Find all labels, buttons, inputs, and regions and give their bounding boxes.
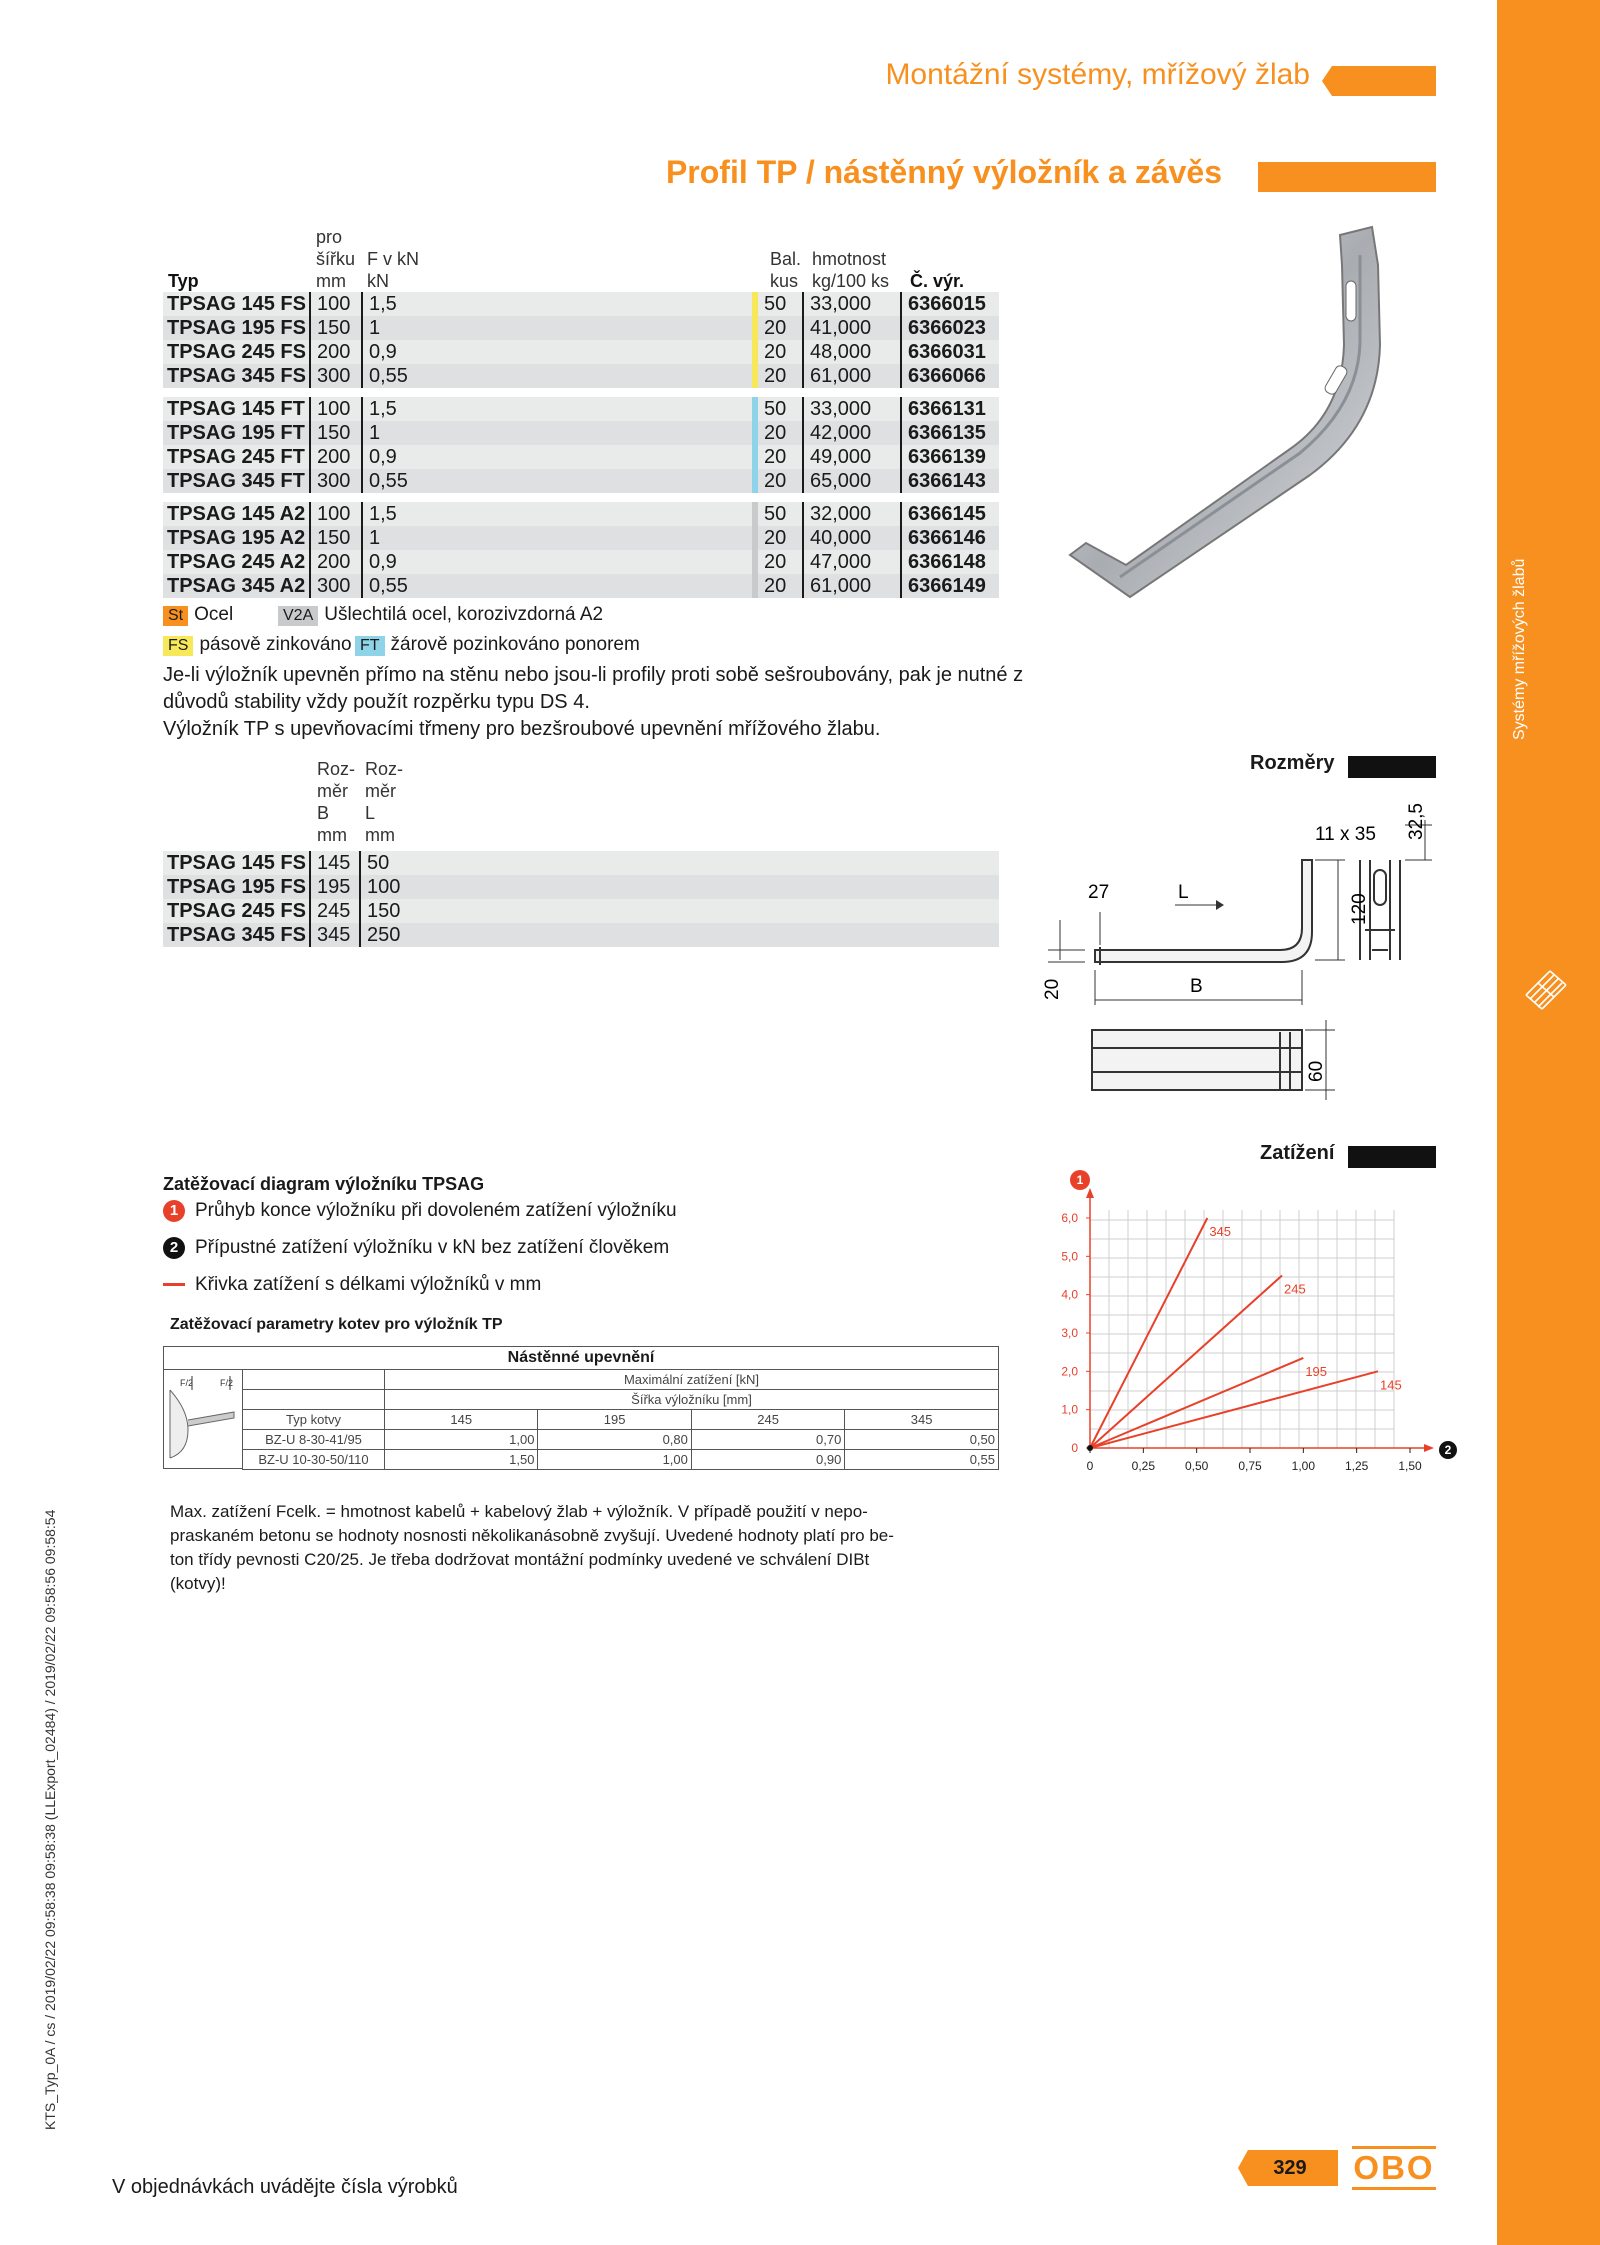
width-header: Šířka výložníku [mm] [385, 1390, 999, 1410]
footer-note: V objednávkách uvádějte čísla výrobků [112, 2176, 458, 2198]
y-tick-label: 0 [1071, 1441, 1078, 1455]
anchor-type-header: Typ kotvy [243, 1410, 385, 1430]
legend-item-3: Křivka zatížení s délkami výložníků v mm [163, 1274, 541, 1296]
cell-weight: 61,000 [803, 574, 901, 598]
cell-weight: 61,000 [803, 364, 901, 388]
anchor-width-col: 245 [691, 1410, 844, 1430]
legend-st: St Ocel [163, 604, 233, 626]
anchor-table-head: Nástěnné upevnění [163, 1346, 999, 1369]
cell-weight: 49,000 [803, 445, 901, 469]
anchor-row [243, 1430, 999, 1450]
cell-artno: 6366143 [901, 469, 999, 493]
category-title: Montážní systémy, mřížový žlab [885, 58, 1310, 91]
plot-area [1090, 1210, 1418, 1448]
legend-item-2: 2 Přípustné zatížení výložníku v kN bez zatížení člověkem [163, 1237, 669, 1259]
cell-weight: 48,000 [803, 340, 901, 364]
cell-force: 0,55 [362, 574, 755, 598]
legend-ft: FT žárově pozinkováno ponorem [355, 634, 640, 656]
st-badge: St [163, 606, 188, 626]
legend-v2a: V2A Ušlechtilá ocel, korozivzdorná A2 [278, 604, 603, 626]
col-header-weight: hmotnost kg/100 ks [812, 249, 890, 291]
product-row [163, 292, 999, 316]
x-tick-label: 0,25 [1131, 1459, 1156, 1473]
cell-artno: 6366023 [901, 316, 999, 340]
cell-type: TPSAG 245 FT [163, 445, 310, 469]
cell-weight: 40,000 [803, 526, 901, 550]
col-header-typ: Typ [168, 271, 199, 291]
dim-l: L [1178, 882, 1189, 903]
section-bar [1258, 162, 1436, 192]
series-label-145: 145 [1380, 1377, 1402, 1393]
product-row [163, 340, 999, 364]
cell-pack: 50 [755, 292, 803, 316]
y-tick-label: 5,0 [1061, 1249, 1078, 1264]
cell-artno: 6366139 [901, 445, 999, 469]
product-row [163, 526, 999, 550]
load-tab [1348, 1146, 1436, 1168]
cell-pack: 20 [755, 445, 803, 469]
series-label-195: 195 [1305, 1363, 1328, 1379]
dimension-drawing [1040, 800, 1440, 1140]
cell-type: TPSAG 145 A2 [163, 502, 310, 526]
anchor-type: BZ-U 8-30-41/95 [243, 1430, 385, 1450]
cell-width: 150 [310, 526, 362, 550]
dimension-row [163, 923, 999, 947]
svg-text:F/2: F/2 [180, 1378, 194, 1388]
dim-b: B [1190, 976, 1203, 997]
group-gap [163, 493, 999, 502]
wall-figure [163, 1369, 242, 1469]
cell-force: 1,5 [362, 397, 755, 421]
cell-force: 0,9 [362, 340, 755, 364]
section-title: Profil TP / nástěnný výložník a závěs [665, 154, 1222, 190]
product-row [163, 421, 999, 445]
x-marker-label: 2 [1444, 1443, 1452, 1457]
dim-120: 120 [1349, 893, 1370, 925]
cell-artno: 6366145 [901, 502, 999, 526]
legend-fs: FS pásově zinkováno [163, 634, 352, 656]
cell-artno: 6366149 [901, 574, 999, 598]
cell-pack: 20 [755, 526, 803, 550]
anchor-value: 0,70 [691, 1430, 844, 1450]
dimensions-title: Rozměry [1250, 752, 1335, 774]
clip-note: Výložník TP s upevňovacími třmeny pro bezšroubové upevnění mřížového žlabu. [163, 718, 881, 740]
anchor-value: 0,55 [845, 1450, 999, 1470]
cell-weight: 42,000 [803, 421, 901, 445]
cell-width: 300 [310, 574, 362, 598]
col-header-artno: Č. výr. [910, 271, 965, 291]
product-row [163, 316, 999, 340]
ft-badge: FT [355, 636, 385, 656]
anchor-table-title: Zatěžovací parametry kotev pro výložník TP [170, 1316, 503, 1333]
v2a-badge: V2A [278, 606, 318, 626]
cell-force: 1 [362, 316, 755, 340]
cell-artno: 6366148 [901, 550, 999, 574]
cell-l: 50 [360, 851, 999, 875]
cell-pack: 20 [755, 469, 803, 493]
cell-width: 100 [310, 502, 362, 526]
cell-width: 300 [310, 469, 362, 493]
cell-force: 0,9 [362, 550, 755, 574]
cell-width: 100 [310, 292, 362, 316]
marker-2-icon: 2 [163, 1237, 185, 1259]
dimension-row [163, 851, 999, 875]
cell-width: 150 [310, 316, 362, 340]
stability-note: Je-li výložník upevněn přímo na stěnu nebo jsou-li profily proti sobě sešroubovány, pak je nutné z důvodů stability vždy použít rozpěrku typu DS 4. [163, 664, 1024, 713]
x-tick-label: 1,25 [1344, 1459, 1369, 1473]
dim-header-l: Roz- měr L mm [365, 759, 404, 845]
cell-b: 245 [310, 899, 360, 923]
anchor-value: 1,00 [538, 1450, 691, 1470]
cell-weight: 41,000 [803, 316, 901, 340]
cell-b: 345 [310, 923, 360, 947]
cell-type: TPSAG 145 FS [163, 851, 310, 875]
product-photo [1060, 225, 1420, 605]
doc-meta: KTS_Typ_0A / cs / 2019/02/22 09:58:38 09:58:38 (LLExport_02484) / 2019/02/22 09:58:56 09:58:54 [42, 1509, 58, 2130]
anchor-value: 0,90 [691, 1450, 844, 1470]
cell-artno: 6366015 [901, 292, 999, 316]
product-row [163, 364, 999, 388]
y-tick-label: 3,0 [1061, 1326, 1078, 1340]
col-header-width: pro šířku mm [316, 227, 356, 291]
y-tick-label: 4,0 [1061, 1287, 1078, 1302]
cell-b: 195 [310, 875, 360, 899]
cell-type: TPSAG 345 A2 [163, 574, 310, 598]
anchor-value: 0,50 [845, 1430, 999, 1450]
max-load-header: Maximální zatížení [kN] [385, 1370, 999, 1390]
product-row [163, 574, 999, 598]
product-table [163, 292, 999, 598]
cell-artno: 6366031 [901, 340, 999, 364]
cell-type: TPSAG 245 A2 [163, 550, 310, 574]
cell-force: 0,55 [362, 364, 755, 388]
x-axis-arrow-icon [1424, 1444, 1434, 1452]
cell-width: 200 [310, 445, 362, 469]
dimension-row [163, 875, 999, 899]
cell-type: TPSAG 195 FS [163, 316, 310, 340]
fs-badge: FS [163, 636, 193, 656]
dim-arrow-l [1216, 900, 1224, 910]
cell-l: 100 [360, 875, 999, 899]
dim-20: 20 [1042, 978, 1063, 1000]
col-header-pack: Bal. kus [770, 249, 802, 291]
cell-artno: 6366135 [901, 421, 999, 445]
group-gap [163, 388, 999, 397]
x-tick-label: 0,50 [1184, 1459, 1209, 1473]
cell-weight: 32,000 [803, 502, 901, 526]
cell-l: 150 [360, 899, 999, 923]
cell-artno: 6366066 [901, 364, 999, 388]
cell-type: TPSAG 345 FS [163, 364, 310, 388]
cell-type: TPSAG 245 FS [163, 340, 310, 364]
cell-width: 100 [310, 397, 362, 421]
cell-weight: 47,000 [803, 550, 901, 574]
cell-force: 0,55 [362, 469, 755, 493]
cell-weight: 65,000 [803, 469, 901, 493]
marker-1-icon: 1 [163, 1200, 185, 1222]
dimensions-tab [1348, 756, 1436, 778]
anchor-width-col: 145 [385, 1410, 538, 1430]
diagram-title: Zatěžovací diagram výložníku TPSAG [163, 1174, 485, 1194]
cell-pack: 50 [755, 397, 803, 421]
origin-point [1087, 1445, 1093, 1451]
obo-logo: OBO [1352, 2146, 1436, 2190]
cell-type: TPSAG 195 A2 [163, 526, 310, 550]
cell-width: 150 [310, 421, 362, 445]
cell-pack: 20 [755, 364, 803, 388]
product-row [163, 502, 999, 526]
header-tab [1322, 66, 1436, 96]
load-chart [1040, 1170, 1452, 1500]
cell-type: TPSAG 145 FT [163, 397, 310, 421]
dimension-table [163, 851, 999, 947]
curve-line-icon [163, 1283, 185, 1286]
cell-type: TPSAG 195 FT [163, 421, 310, 445]
legend-item-1: 1 Průhyb konce výložníku při dovoleném zatížení výložníku [163, 1200, 677, 1222]
dim-60: 60 [1306, 1060, 1327, 1082]
anchor-width-col: 195 [538, 1410, 691, 1430]
x-tick-label: 0 [1086, 1459, 1094, 1473]
x-tick-label: 1,00 [1291, 1459, 1316, 1473]
cell-width: 200 [310, 340, 362, 364]
anchor-value: 0,80 [538, 1430, 691, 1450]
cell-type: TPSAG 345 FT [163, 469, 310, 493]
product-row [163, 445, 999, 469]
product-row [163, 550, 999, 574]
cell-force: 1 [362, 526, 755, 550]
y-tick-label: 1,0 [1061, 1402, 1078, 1417]
load-title: Zatížení [1260, 1142, 1335, 1164]
cell-pack: 20 [755, 421, 803, 445]
dim-header-b: Roz- měr B mm [317, 759, 356, 845]
cell-pack: 20 [755, 574, 803, 598]
svg-text:F/2: F/2 [220, 1378, 234, 1388]
cell-force: 1,5 [362, 502, 755, 526]
anchor-table [163, 1346, 999, 1470]
anchor-type: BZ-U 10-30-50/110 [243, 1450, 385, 1470]
bottom-note: Max. zatížení Fcelk. = hmotnost kabelů + kabelový žlab + výložník. V případě použití v nepo- praskaném betonu se hodnoty nosnosti několikanásobně zvyšují. Uvedené hodnoty platí pro be- ton třídy pevnosti C20/25. Je třeba dodržovat montážní podmínky uvedené ve schválení DIBt (kotvy)! [170, 1502, 894, 1593]
y-tick-label: 2,0 [1061, 1364, 1078, 1379]
cell-artno: 6366146 [901, 526, 999, 550]
dim-27: 27 [1088, 882, 1110, 903]
x-tick-label: 0,75 [1238, 1459, 1262, 1473]
cell-force: 1 [362, 421, 755, 445]
col-header-force: F v kN kN [367, 249, 419, 291]
cable-tray-icon [1522, 965, 1570, 1013]
product-row [163, 397, 999, 421]
dim-32-5: 32,5 [1406, 803, 1427, 840]
sidebar-label: Systémy mřížových žlabů [1511, 558, 1528, 740]
cell-weight: 33,000 [803, 397, 901, 421]
cell-force: 0,9 [362, 445, 755, 469]
y-tick-label: 6,0 [1061, 1211, 1078, 1225]
cell-pack: 20 [755, 550, 803, 574]
cell-type: TPSAG 245 FS [163, 899, 310, 923]
dim-11x35: 11 x 35 [1315, 824, 1376, 845]
series-label-345: 345 [1209, 1224, 1232, 1239]
cell-pack: 20 [755, 340, 803, 364]
cell-width: 200 [310, 550, 362, 574]
cell-b: 145 [310, 851, 360, 875]
cell-pack: 50 [755, 502, 803, 526]
anchor-width-col: 345 [845, 1410, 999, 1430]
product-row [163, 469, 999, 493]
cell-type: TPSAG 195 FS [163, 875, 310, 899]
cell-type: TPSAG 345 FS [163, 923, 310, 947]
anchor-row [243, 1450, 999, 1470]
dimension-row [163, 899, 999, 923]
anchor-value: 1,50 [385, 1450, 538, 1470]
anchor-value: 1,00 [385, 1430, 538, 1450]
page-number: 329 [1273, 2157, 1307, 2179]
cell-weight: 33,000 [803, 292, 901, 316]
series-label-245: 245 [1284, 1281, 1306, 1297]
cell-l: 250 [360, 923, 999, 947]
x-tick-label: 1,50 [1398, 1459, 1422, 1473]
y-axis-arrow-icon [1086, 1188, 1094, 1198]
cell-width: 300 [310, 364, 362, 388]
side-strip [1497, 0, 1600, 2245]
cell-force: 1,5 [362, 292, 755, 316]
cell-artno: 6366131 [901, 397, 999, 421]
y-marker-label: 1 [1076, 1173, 1084, 1187]
cell-type: TPSAG 145 FS [163, 292, 310, 316]
cell-pack: 20 [755, 316, 803, 340]
